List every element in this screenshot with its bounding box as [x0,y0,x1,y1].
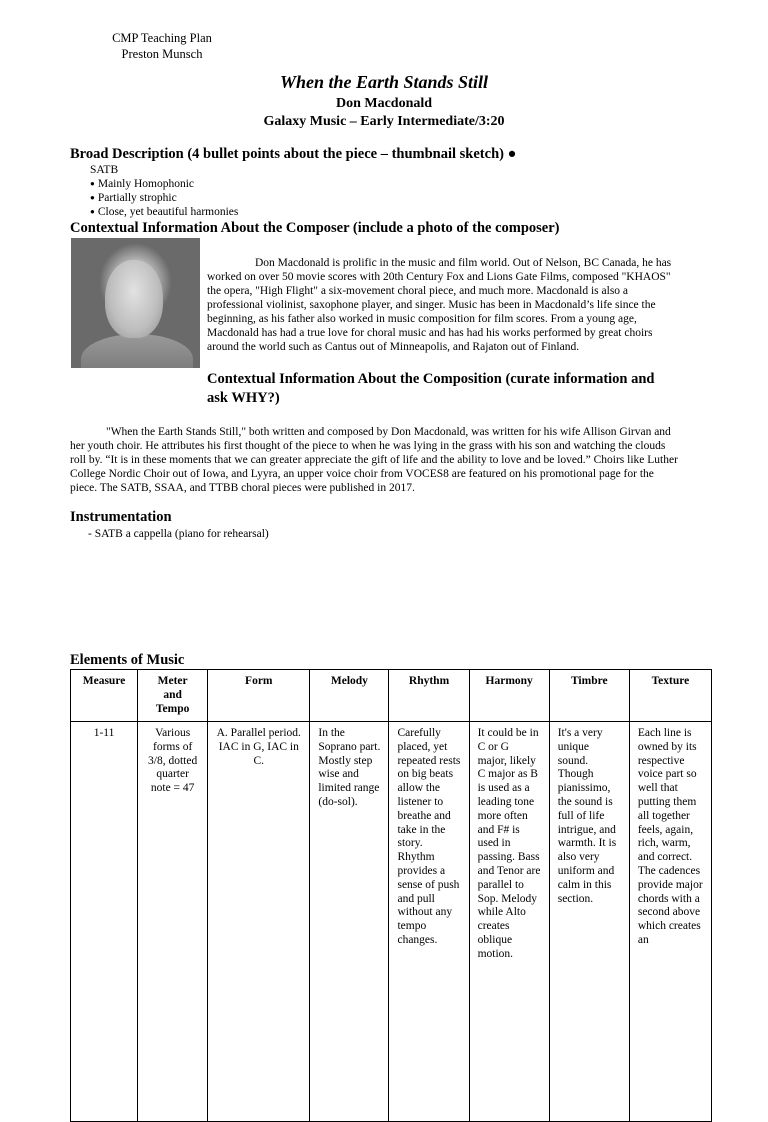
texture-cell: Each line is owned by its respective voice part so well that putting them all together feels, again, rich, warm, and correct. The cadences provide major chords with a second above which creates an [629,722,711,1122]
instrumentation-heading: Instrumentation [70,509,172,525]
publisher-level: Galaxy Music – Early Intermediate/3:20 [263,114,505,129]
para-line: beginning, as his father also worked in music composition for film scores. From a young age, [207,313,637,325]
column-header: Harmony [469,670,549,722]
composer-photo [71,238,200,368]
column-header: Meter and Tempo [138,670,208,722]
para-line: Don Macdonald is prolific in the music and film world. Out of Nelson, BC Canada, he has [255,257,672,269]
plan-title: CMP Teaching Plan [112,31,212,45]
column-header: Melody [310,670,389,722]
composer-name: Don Macdonald [335,96,433,111]
elements-heading: Elements of Music [70,652,185,668]
para-line: roll by. “It is in these moments that we can greater appreciate the gift of life and the ability to love and be loved.” Choirs like Luther [70,454,678,466]
broad-description-list [90,163,238,219]
column-header: Texture [629,670,711,722]
para-line: her youth choir. He attributes his first thought of the piece to when he was lying in the grass with his son and watching the clouds [70,440,666,452]
piece-title: When the Earth Stands Still [279,72,489,92]
author-name: Preston Munsch [121,47,203,61]
bullet-item: ● Close, yet beautiful harmonies [90,205,238,219]
para-line: the opera, "High Flight" a six-movement choral piece, and much more. Macdonald is also a [207,285,629,297]
timbre-cell: It's a very unique sound. Though pianissimo, the sound is full of life intrigue, and warmth. It is also very uniform and calm in this section. [549,722,629,1122]
measure-cell: 1-11 [71,722,138,1122]
table-row [71,722,712,1122]
para-line: "When the Earth Stands Still," both written and composed by Don Macdonald, was written for his wife Allison Girvan and [106,426,671,438]
bullet-item: ● Mainly Homophonic [90,177,238,191]
elements-table [70,669,712,1122]
instrumentation-item: - SATB a cappella (piano for rehearsal) [88,528,269,540]
meter-cell: Various forms of 3/8, dotted quarter note = 47 [138,722,208,1122]
para-line: College Nordic Choir out of Iowa, and Lyyra, an upper voice choir from VOCES8 are featured on his promotional page for the [70,468,654,480]
para-line: worked on over 50 movie scores with 20th Century Fox and Lions Gate Films, composed "KHAOS" [207,271,671,283]
melody-cell: In the Soprano part. Mostly step wise and limited range (do-sol). [310,722,389,1122]
column-header: Rhythm [389,670,469,722]
bullet-item: ● Partially strophic [90,191,238,205]
form-cell: A. Parallel period. IAC in G, IAC in C. [208,722,310,1122]
para-line: professional violinist, saxophone player, and singer. Music has been in Macdonald’s life since the [207,299,656,311]
broad-description-heading: Broad Description (4 bullet points about the piece – thumbnail sketch) ● [70,146,517,162]
para-line: around the world such as Cantus out of Minneapolis, and Rajaton out of Finland. [207,341,580,353]
para-line: piece. The SATB, SSAA, and TTBB choral pieces were published in 2017. [70,482,415,494]
harmony-cell: It could be in C or G major, likely C major as B is used as a leading tone more often and F# is used in passing. Bass and Tenor are parallel to Sop. Melody while Alto creates oblique motion. [469,722,549,1122]
column-header: Form [208,670,310,722]
composer-paragraph [207,256,727,354]
column-header: Measure [71,670,138,722]
column-header: Timbre [549,670,629,722]
plan-header [100,30,224,62]
composer-heading: Contextual Information About the Composer (include a photo of the composer) [70,220,560,236]
rhythm-cell: Carefully placed, yet repeated rests on big beats allow the listener to breathe and take in the story. Rhythm provides a sense of push and pull without any tempo changes. [389,722,469,1122]
para-line: Macdonald has had a true love for choral music and has had his works performed by great choirs [207,327,653,339]
table-header-row [71,670,712,722]
voicing-text: SATB [90,164,119,176]
composition-heading: Contextual Information About the Composition (curate information and ask WHY?) [207,371,655,406]
composition-paragraph [70,425,710,495]
